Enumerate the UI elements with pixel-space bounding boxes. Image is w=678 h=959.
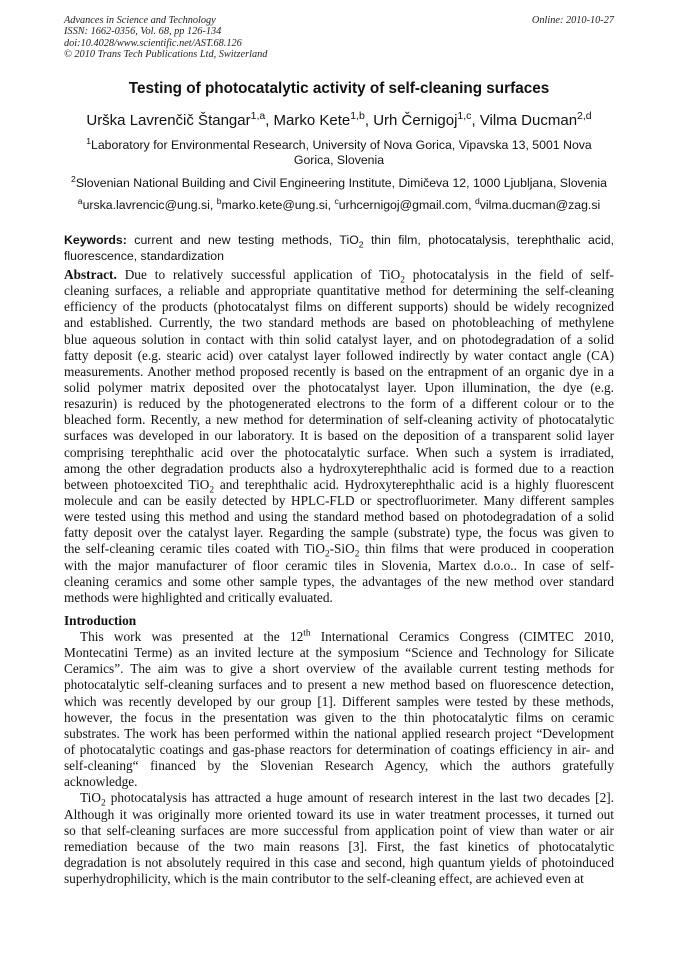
abstract [64, 267, 614, 606]
superscript: 1,a [250, 110, 266, 122]
text-segment: thin film, photocatalysis, terephthalic acid, [363, 233, 614, 247]
text-segment: marko.kete@ung.si, [221, 198, 335, 212]
text-segment: photocatalysis has attracted a huge amount of research interest in the last two decades [2]. [105, 790, 614, 806]
text-segment: fatty deposit (e.g. stearic acid) over catalyst layer followed indirectly by water contact angle (CA) [64, 347, 614, 363]
text-segment: the self-cleaning ceramic tiles coated with TiO [64, 541, 325, 557]
text-line [40, 173, 638, 190]
text-line [64, 558, 614, 574]
subscript: 2 [358, 239, 364, 250]
text-segment: Laboratory for Environmental Research, University of Nova Gorica, Vipavska 13, 5001 Nova [91, 138, 592, 152]
text-segment: resazurin) is reduced by the photogenerated electrons to the form of a different colour or to the [64, 396, 614, 412]
text-line [64, 807, 614, 823]
text-segment: cleaning ceramics and some other sample types, the advantages of the new method over standard [64, 573, 614, 589]
text-segment: thin films that were produced in cooperation [359, 541, 614, 557]
online-date: Online: 2010-10-27 [531, 15, 614, 26]
text-segment: , Marko Kete [265, 112, 351, 129]
text-segment: however, the focus in the presentation was given to the thin photocatalytic films on ceramic [64, 709, 614, 725]
superscript: 1,b [350, 110, 365, 122]
text-segment: , Urh Černigoj [364, 112, 458, 129]
issn: ISSN: 1662-0356, Vol. 68, pp 126-134 [64, 26, 222, 38]
text-segment: Gorica, Slovenia [293, 153, 385, 167]
text-line [64, 590, 614, 606]
text-line [64, 661, 614, 677]
text-line [40, 195, 638, 212]
text-segment: Although it was originally more oriented toward its use in water treatment processes, it turned out [64, 806, 614, 822]
text-line [64, 574, 614, 590]
text-line [40, 112, 638, 129]
doi: doi:10.4028/www.scientific.net/AST.68.126 [64, 37, 242, 49]
text-line [64, 790, 614, 810]
text-segment: blue aqueous solution in contact with thin solid catalyst layer, and on photodegradation of a solid [64, 331, 614, 347]
text-segment: with the major manufacturer of floor ceramic tiles in Slovenia, Martex d.o.o.. In case of self- [64, 557, 614, 573]
text-segment: of photocatalytic coatings and gas-phase reactors for determination of coatings efficiency in air- and [64, 741, 614, 757]
text-segment: cleaning surfaces, a reliable and appropriate quantitative method for determining the self-cleaning [64, 283, 614, 299]
text-segment: which was recently developed by our group [1]. Different samples were tested by these methods, [64, 693, 614, 709]
bold-label: Keywords: [64, 233, 127, 247]
authors [40, 112, 638, 129]
text-segment: vilma.ducman@zag.si [479, 198, 601, 212]
superscript: 2,d [577, 110, 592, 122]
text-line [64, 823, 614, 839]
text-line [64, 380, 614, 396]
text-segment: TiO [80, 790, 101, 806]
superscript: c [334, 195, 339, 206]
text-line [64, 871, 614, 887]
superscript: 2 [71, 173, 76, 184]
journal-name: Advances in Science and Technology [64, 15, 216, 26]
text-line [64, 249, 614, 265]
text-segment: Slovenian National Building and Civil Engineering Institute, Dimičeva 12, 1000 Ljubljana, Slovenia [75, 176, 607, 190]
text-segment: Montecatini Terme) as an invited lecture at the symposium “Science and Technology for Silicate [64, 645, 614, 661]
text-segment: fluorescence, standardization [64, 249, 224, 264]
text-line [64, 525, 614, 541]
superscript: d [474, 195, 480, 206]
text-segment: photocatalytic self-cleaning surfaces and to present a new method based on fluorescence detection, [64, 677, 614, 693]
text-segment: solid polymer matrix deposited over the photocatalyst layer. Upon illumination, the dye (e.g. [64, 379, 614, 395]
text-segment: -SiO [329, 541, 355, 557]
text-segment: substrates. The work has been performed within the national applied research project “Development [64, 725, 614, 741]
text-segment: bleached form. Recently, a new method for determination of self-cleaning activity of photocatalytic [64, 412, 614, 428]
text-segment: were tested using this method and using the standard method based on photodegradation of a solid [64, 509, 614, 525]
text-segment: remediation because of the two main reasons [3]. First, the fast kinetics of photocatalytic [64, 838, 614, 854]
text-segment: urska.lavrencic@ung.si, [82, 198, 217, 212]
text-line [64, 629, 614, 645]
text-segment: and terephthalic acid. Hydroxyterephthalic acid is a highly fluorescent [214, 476, 614, 492]
text-line [64, 315, 614, 331]
text-segment: surfaces was developed in our laboratory. It is based on the deposition of a transparent solid layer [64, 428, 614, 444]
text-line [64, 332, 614, 348]
text-line [64, 412, 614, 428]
text-segment: methods were highlighted and critically evaluated. [64, 589, 333, 605]
superscript: th [303, 628, 311, 639]
text-line [64, 396, 614, 412]
text-line [40, 135, 638, 153]
text-line [64, 726, 614, 742]
text-line [64, 267, 614, 286]
text-segment: among the other degradation products also a hydroxyterephthalic acid is formed due to a reaction [64, 460, 614, 476]
text-segment: molecule and can be easily detected by HPLC-FLD or spectrofluorimeter. Many different samples [64, 492, 614, 508]
text-line [64, 839, 614, 855]
text-line [64, 299, 614, 315]
author-emails [40, 195, 638, 212]
text-line [64, 428, 614, 444]
text-segment: measurements. Another method proposed recently is based on the entrapment of an organic dye in a [64, 363, 614, 379]
text-segment: urhcernigoj@gmail.com, [338, 198, 475, 212]
text-line [64, 645, 614, 661]
text-line [64, 758, 614, 774]
paper-title: Testing of photocatalytic activity of self-cleaning surfaces [128, 80, 550, 97]
subscript: 2 [209, 485, 215, 496]
text-segment: self-cleaning“ financed by the Slovenian Research Agency, which the authors gratefully [64, 758, 614, 774]
text-segment: This work was presented at the 12 [80, 629, 304, 644]
introduction-body [64, 629, 614, 887]
journal-header [64, 15, 267, 61]
text-line [64, 694, 614, 710]
text-line [64, 461, 614, 477]
text-line [64, 493, 614, 509]
text-segment: International Ceramics Congress (CIMTEC 2010, [310, 629, 614, 644]
affiliation-2 [40, 173, 638, 190]
text-segment: between photoexcited TiO [64, 476, 210, 492]
text-line [64, 348, 614, 364]
text-line [64, 364, 614, 380]
text-segment: Urška Lavrenčič Štangar [86, 112, 251, 129]
text-line [64, 541, 614, 561]
text-line [64, 283, 614, 299]
text-segment: efficiency of the products (photocatalyst films on different supports) should be widely recognized [64, 299, 614, 315]
affiliation-1 [40, 135, 638, 168]
text-segment: superhydrophilicity, which is the main contributor to the self-cleaning effect, are achieved even at [64, 871, 584, 887]
text-line [64, 855, 614, 871]
superscript: 1,c [457, 110, 472, 122]
text-segment: and established. Currently, the two standard methods are based on photobleaching of methylene [64, 315, 614, 331]
text-segment: photocatalysis in the field of self- [404, 267, 614, 282]
text-line [64, 476, 614, 496]
subscript: 2 [354, 550, 360, 561]
copyright: © 2010 Trans Tech Publications Ltd, Switzerland [64, 49, 268, 61]
text-line [64, 774, 614, 790]
text-segment: acknowledge. [64, 774, 138, 790]
text-segment: degradation is not absolutely required in this case and second, high quantum yields of photoinduced [64, 854, 614, 870]
text-line [64, 710, 614, 726]
text-segment: fatty deposit over the catalyst layer. Regarding the sample (substrate) type, the focus was given to [64, 525, 614, 541]
text-segment: Ceramics”. The aim was to give a short overview of the available current testing methods for [64, 661, 614, 677]
superscript: a [77, 195, 83, 206]
text-line [64, 677, 614, 693]
subscript: 2 [324, 550, 330, 561]
text-segment: , Vilma Ducman [471, 112, 578, 129]
text-line [64, 233, 614, 249]
text-line [64, 445, 614, 461]
bold-label: Abstract. [64, 267, 117, 282]
text-line [64, 509, 614, 525]
text-segment: so that self-cleaning surfaces are more successful from application point of view than water or air [64, 822, 614, 838]
introduction-heading: Introduction [64, 613, 137, 628]
superscript: b [216, 195, 222, 206]
text-line [64, 742, 614, 758]
superscript: 1 [86, 135, 91, 146]
text-line [40, 153, 638, 168]
keywords [64, 233, 614, 265]
text-segment: Due to relatively successful application of TiO [116, 267, 401, 282]
subscript: 2 [400, 275, 405, 286]
text-segment: current and new testing methods, TiO [126, 233, 359, 247]
subscript: 2 [100, 799, 106, 810]
text-segment: comprising terephthalic acid over the photocatalytic surface. When such a system is irradiated, [64, 444, 614, 460]
